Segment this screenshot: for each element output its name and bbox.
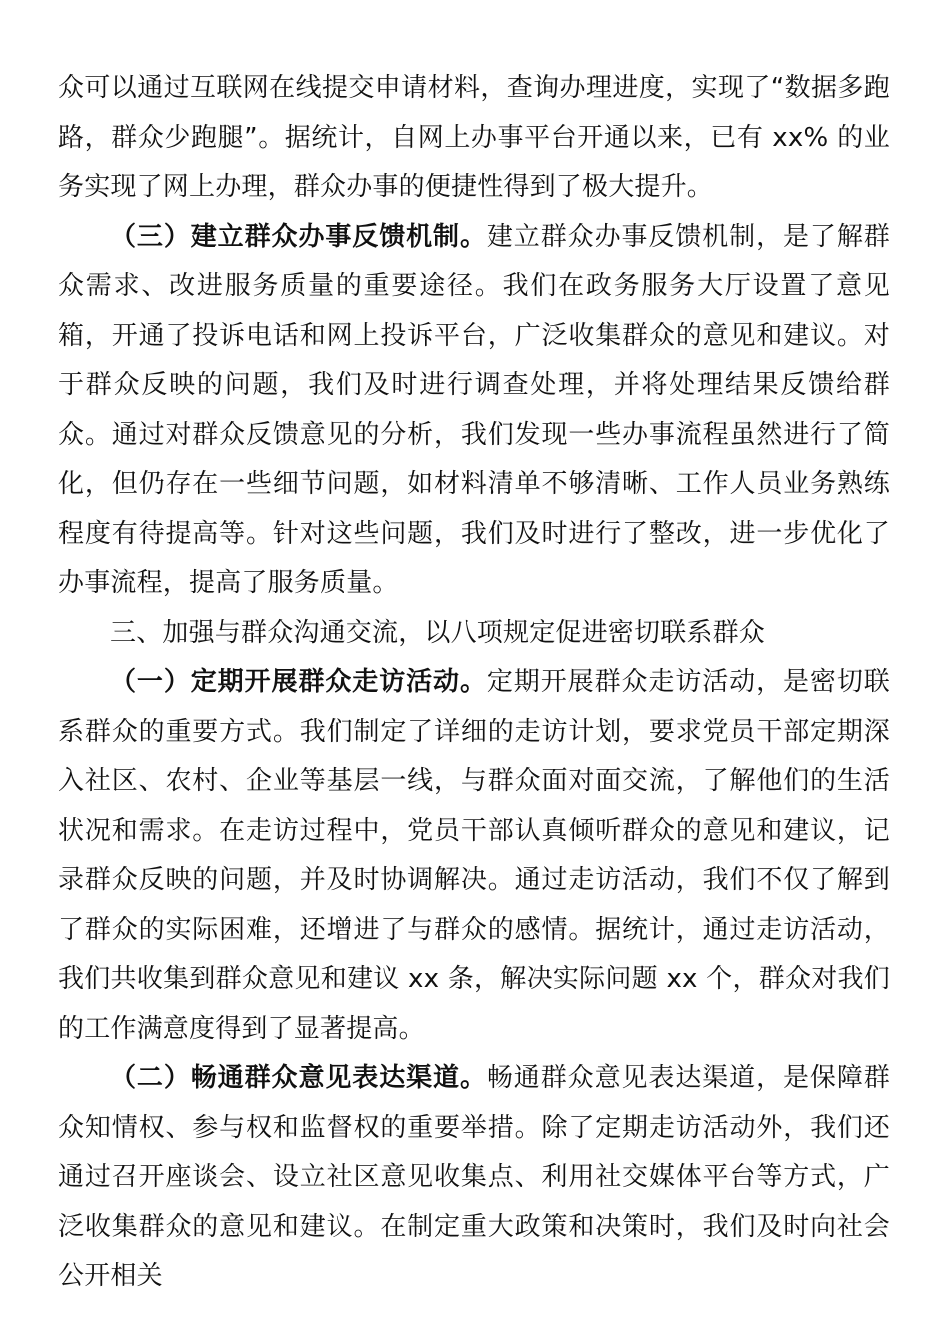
paragraph-continuation: 众可以通过互联网在线提交申请材料，查询办理进度，实现了“数据多跑路，群众少跑腿”。据统计，自网上办事平台开通以来，已有 xx% 的业务实现了网上办理，群众办事的便捷性得到了极大提升。 <box>58 73 890 202</box>
section-title-3: （三）建立群众办事反馈机制。 <box>110 221 487 252</box>
paragraph-section-3 <box>58 213 890 609</box>
section-title-2: （二）畅通群众意见表达渠道。 <box>110 1063 487 1093</box>
section-body-2: 畅通群众意见表达渠道，是保障群众知情权、参与权和监督权的重要举措。除了定期走访活动外，我们还通过召开座谈会、设立社区意见收集点、利用社交媒体平台等方式，广泛收集群众的意见和建议。在制定重大政策和决策时，我们及时向社会公开相关 <box>58 1063 890 1291</box>
section-body-3: 建立群众办事反馈机制，是了解群众需求、改进服务质量的重要途径。我们在政务服务大厅设置了意见箱，开通了投诉电话和网上投诉平台，广泛收集群众的意见和建议。对于群众反映的问题，我们及时进行调查处理，并将处理结果反馈给群众。通过对群众反馈意见的分析，我们发现一些办事流程虽然进行了简化，但仍存在一些细节问题，如材料清单不够清晰、工作人员业务熟练程度有待提高等。针对这些问题，我们及时进行了整改，进一步优化了办事流程，提高了服务质量。 <box>58 221 890 598</box>
document-body <box>58 64 890 1302</box>
chapter-heading-3: 三、加强与群众沟通交流，以八项规定促进密切联系群众 <box>110 617 766 648</box>
paragraph-section-1 <box>58 658 890 1054</box>
paragraph-section-2 <box>58 1054 890 1302</box>
section-title-1: （一）定期开展群众走访活动。 <box>110 667 487 697</box>
section-body-1: 定期开展群众走访活动，是密切联系群众的重要方式。我们制定了详细的走访计划，要求党员干部定期深入社区、农村、企业等基层一线，与群众面对面交流，了解他们的生活状况和需求。在走访过程中，党员干部认真倾听群众的意见和建议，记录群众反映的问题，并及时协调解决。通过走访活动，我们不仅了解到了群众的实际困难，还增进了与群众的感情。据统计，通过走访活动，我们共收集到群众意见和建议 xx 条，解决实际问题 xx 个，群众对我们的工作满意度得到了显著提高。 <box>58 667 890 1044</box>
